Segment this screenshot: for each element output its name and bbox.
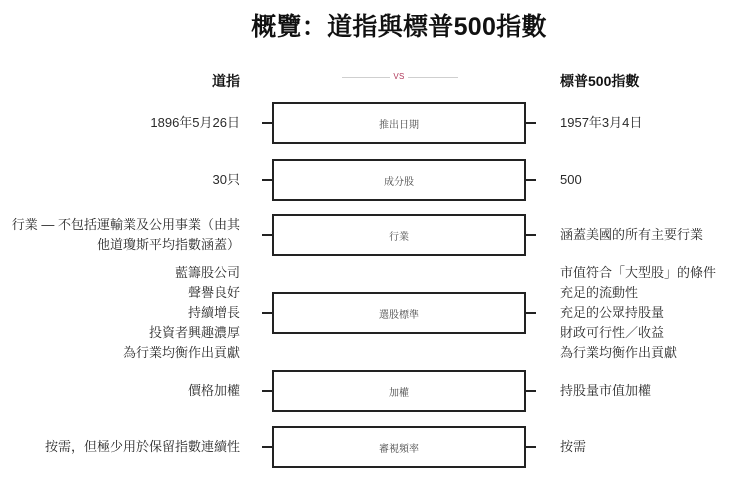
vs-divider-right [408,77,458,78]
row-review-frequency [0,426,740,468]
dow-value [0,370,240,412]
category-label: 審視頻率 [379,443,419,455]
connector-left [262,179,272,181]
value-line: 財政可行性／收益 [560,325,665,340]
connector-left [262,234,272,236]
sp500-value [560,370,740,412]
category-box [272,292,526,334]
dow-value [0,426,240,468]
sp500-value [560,426,740,468]
category-box [272,214,526,256]
value-line: 藍籌股公司 [174,265,240,280]
row-constituents [0,159,740,201]
page-title: 概覽：道指與標普500指數 [251,13,547,41]
value-line: 投資者興趣濃厚 [148,325,240,340]
value-line: 他道瓊斯平均指數涵蓋） [96,237,240,252]
sp500-value [560,102,740,144]
connector-left [262,446,272,448]
value-line: 價格加權 [187,383,240,398]
category-box [272,159,526,201]
connector-right [526,446,536,448]
connector-left [262,122,272,124]
connector-right [526,234,536,236]
category-label: 推出日期 [379,119,419,131]
row-selection-criteria [0,265,740,360]
vs-divider-left [342,77,390,78]
value-line: 按需，但極少用於保留指數連續性 [44,439,240,454]
row-launch-date [0,102,740,144]
category-label: 成分股 [384,176,414,188]
connector-left [262,390,272,392]
vs-label: VS [393,72,405,81]
value-line: 充足的流動性 [560,285,639,300]
value-line: 1896年5月26日 [150,115,240,130]
header-dow-jones: 道指 [212,73,240,89]
category-box [272,370,526,412]
connector-right [526,312,536,314]
dow-value [0,102,240,144]
value-line: 按需 [560,439,587,454]
connector-right [526,122,536,124]
header-sp500: 標普500指數 [560,73,640,89]
category-label: 加權 [389,387,409,399]
dow-value [0,214,240,256]
row-weighting [0,370,740,412]
sp500-value [560,265,740,360]
value-line: 行業 — 不包括運輸業及公用事業（由其 [11,217,240,232]
value-line: 為行業均衡作出貢獻 [122,345,240,360]
dow-value [0,265,240,360]
value-line: 涵蓋美國的所有主要行業 [560,227,704,242]
sp500-value [560,214,740,256]
connector-right [526,179,536,181]
value-line: 充足的公眾持股量 [560,305,665,320]
category-box [272,426,526,468]
value-line: 持續增長 [187,305,240,320]
value-line: 持股量市值加權 [560,383,652,398]
value-line: 市值符合「大型股」的條件 [560,265,717,280]
category-label: 行業 [389,231,409,243]
sp500-value [560,159,740,201]
connector-left [262,312,272,314]
value-line: 為行業均衡作出貢獻 [560,345,678,360]
category-box [272,102,526,144]
row-sectors [0,214,740,256]
value-line: 30只 [212,172,240,187]
value-line: 聲譽良好 [187,285,240,300]
category-label: 選股標準 [379,309,419,321]
dow-value [0,159,240,201]
connector-right [526,390,536,392]
value-line: 1957年3月4日 [560,115,643,130]
value-line: 500 [560,172,582,187]
